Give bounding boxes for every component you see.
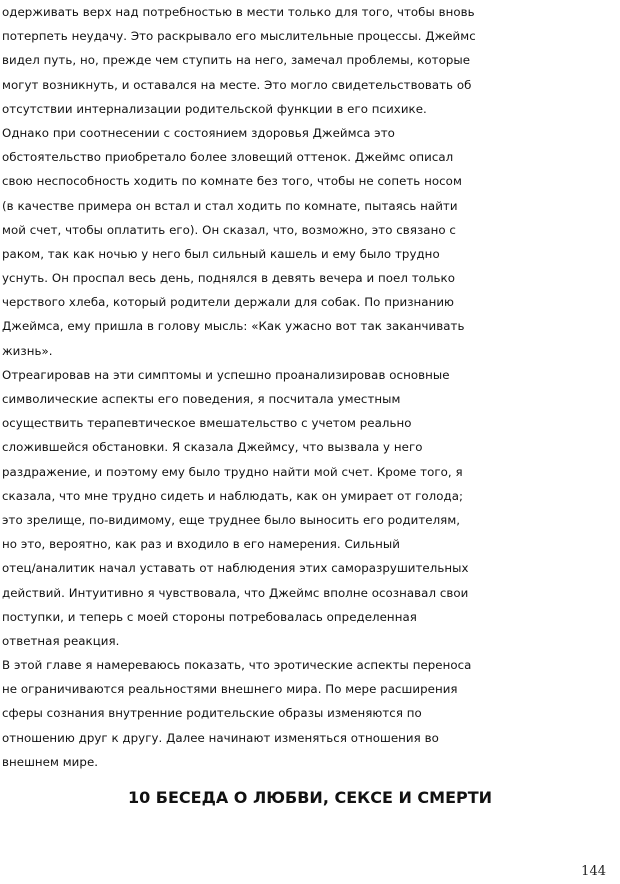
- text-line: раком, так как ночью у него был сильный кашель и ему было трудно: [2, 246, 440, 261]
- text-line: Джеймса, ему пришла в голову мысль: «Как ужасно вот так заканчивать: [2, 319, 465, 334]
- text-line: внешнем мире.: [2, 754, 99, 769]
- text-line: В этой главе я намереваюсь показать, что эротические аспекты переноса: [2, 658, 472, 673]
- text-line: обстоятельство приобретало более зловещий оттенок. Джеймс описал: [2, 150, 454, 165]
- text-line: видел путь, но, прежде чем ступить на него, замечал проблемы, которые: [2, 53, 471, 68]
- text-line: мой счет, чтобы оплатить его). Он сказал, что, возможно, это связано с: [2, 222, 456, 237]
- text-line: не ограничиваются реальностями внешнего мира. По мере расширения: [2, 682, 458, 697]
- text-line: Однако при соотнесении с состоянием здоровья Джеймса это: [2, 125, 395, 140]
- paragraph-1: [2, 0, 618, 121]
- text-line: жизнь».: [2, 343, 53, 358]
- text-line: уснуть. Он проспал весь день, поднялся в девять вечера и поел только: [2, 271, 455, 286]
- chapter-heading: 10 БЕСЕДА О ЛЮБВИ, СЕКСЕ И СМЕРТИ: [127, 788, 493, 807]
- text-line: сказала, что мне трудно сидеть и наблюдать, как он умирает от голода;: [2, 488, 464, 503]
- text-line: действий. Интуитивно я чувствовала, что Джеймс вполне осознавал свои: [2, 585, 469, 600]
- text-line: сферы сознания внутренние родительские образы изменяются по: [2, 706, 422, 721]
- text-line: потерпеть неудачу. Это раскрывало его мыслительные процессы. Джеймс: [2, 29, 476, 44]
- text-line: раздражение, и поэтому ему было трудно найти мой счет. Кроме того, я: [2, 464, 463, 479]
- body-text: [2, 0, 618, 774]
- text-line: отсутствии интернализации родительской функции в его психике.: [2, 101, 427, 116]
- text-line: сложившейся обстановки. Я сказала Джеймсу, что вызвала у него: [2, 440, 423, 455]
- paragraph-3: [2, 363, 618, 653]
- text-line: это зрелище, по-видимому, еще труднее было выносить его родителям,: [2, 512, 461, 527]
- text-line: Отреагировав на эти симптомы и успешно проанализировав основные: [2, 367, 450, 382]
- text-line: одерживать верх над потребностью в мести только для того, чтобы вновь: [2, 5, 475, 19]
- paragraph-2: [2, 121, 618, 363]
- text-line: осуществить терапевтическое вмешательство с учетом реально: [2, 416, 412, 431]
- text-line: могут возникнуть, и оставался на месте. Это могло свидетельствовать об: [2, 77, 472, 92]
- text-line: черствого хлеба, который родители держали для собак. По признанию: [2, 295, 455, 310]
- page-number: 144: [581, 864, 606, 879]
- text-line: но это, вероятно, как раз и входило в его намерения. Сильный: [2, 537, 400, 552]
- text-line: отец/аналитик начал уставать от наблюдения этих саморазрушительных: [2, 561, 469, 576]
- paragraph-4: [2, 653, 618, 774]
- text-line: (в качестве примера он встал и стал ходить по комнате, пытаясь найти: [2, 198, 458, 213]
- text-line: поступки, и теперь с моей стороны потребовалась определенная: [2, 609, 417, 624]
- text-line: отношению друг к другу. Далее начинают изменяться отношения во: [2, 730, 439, 745]
- text-line: ответная реакция.: [2, 633, 120, 648]
- text-line: свою неспособность ходить по комнате без того, чтобы не сопеть носом: [2, 174, 462, 189]
- text-line: символические аспекты его поведения, я посчитала уместным: [2, 392, 401, 406]
